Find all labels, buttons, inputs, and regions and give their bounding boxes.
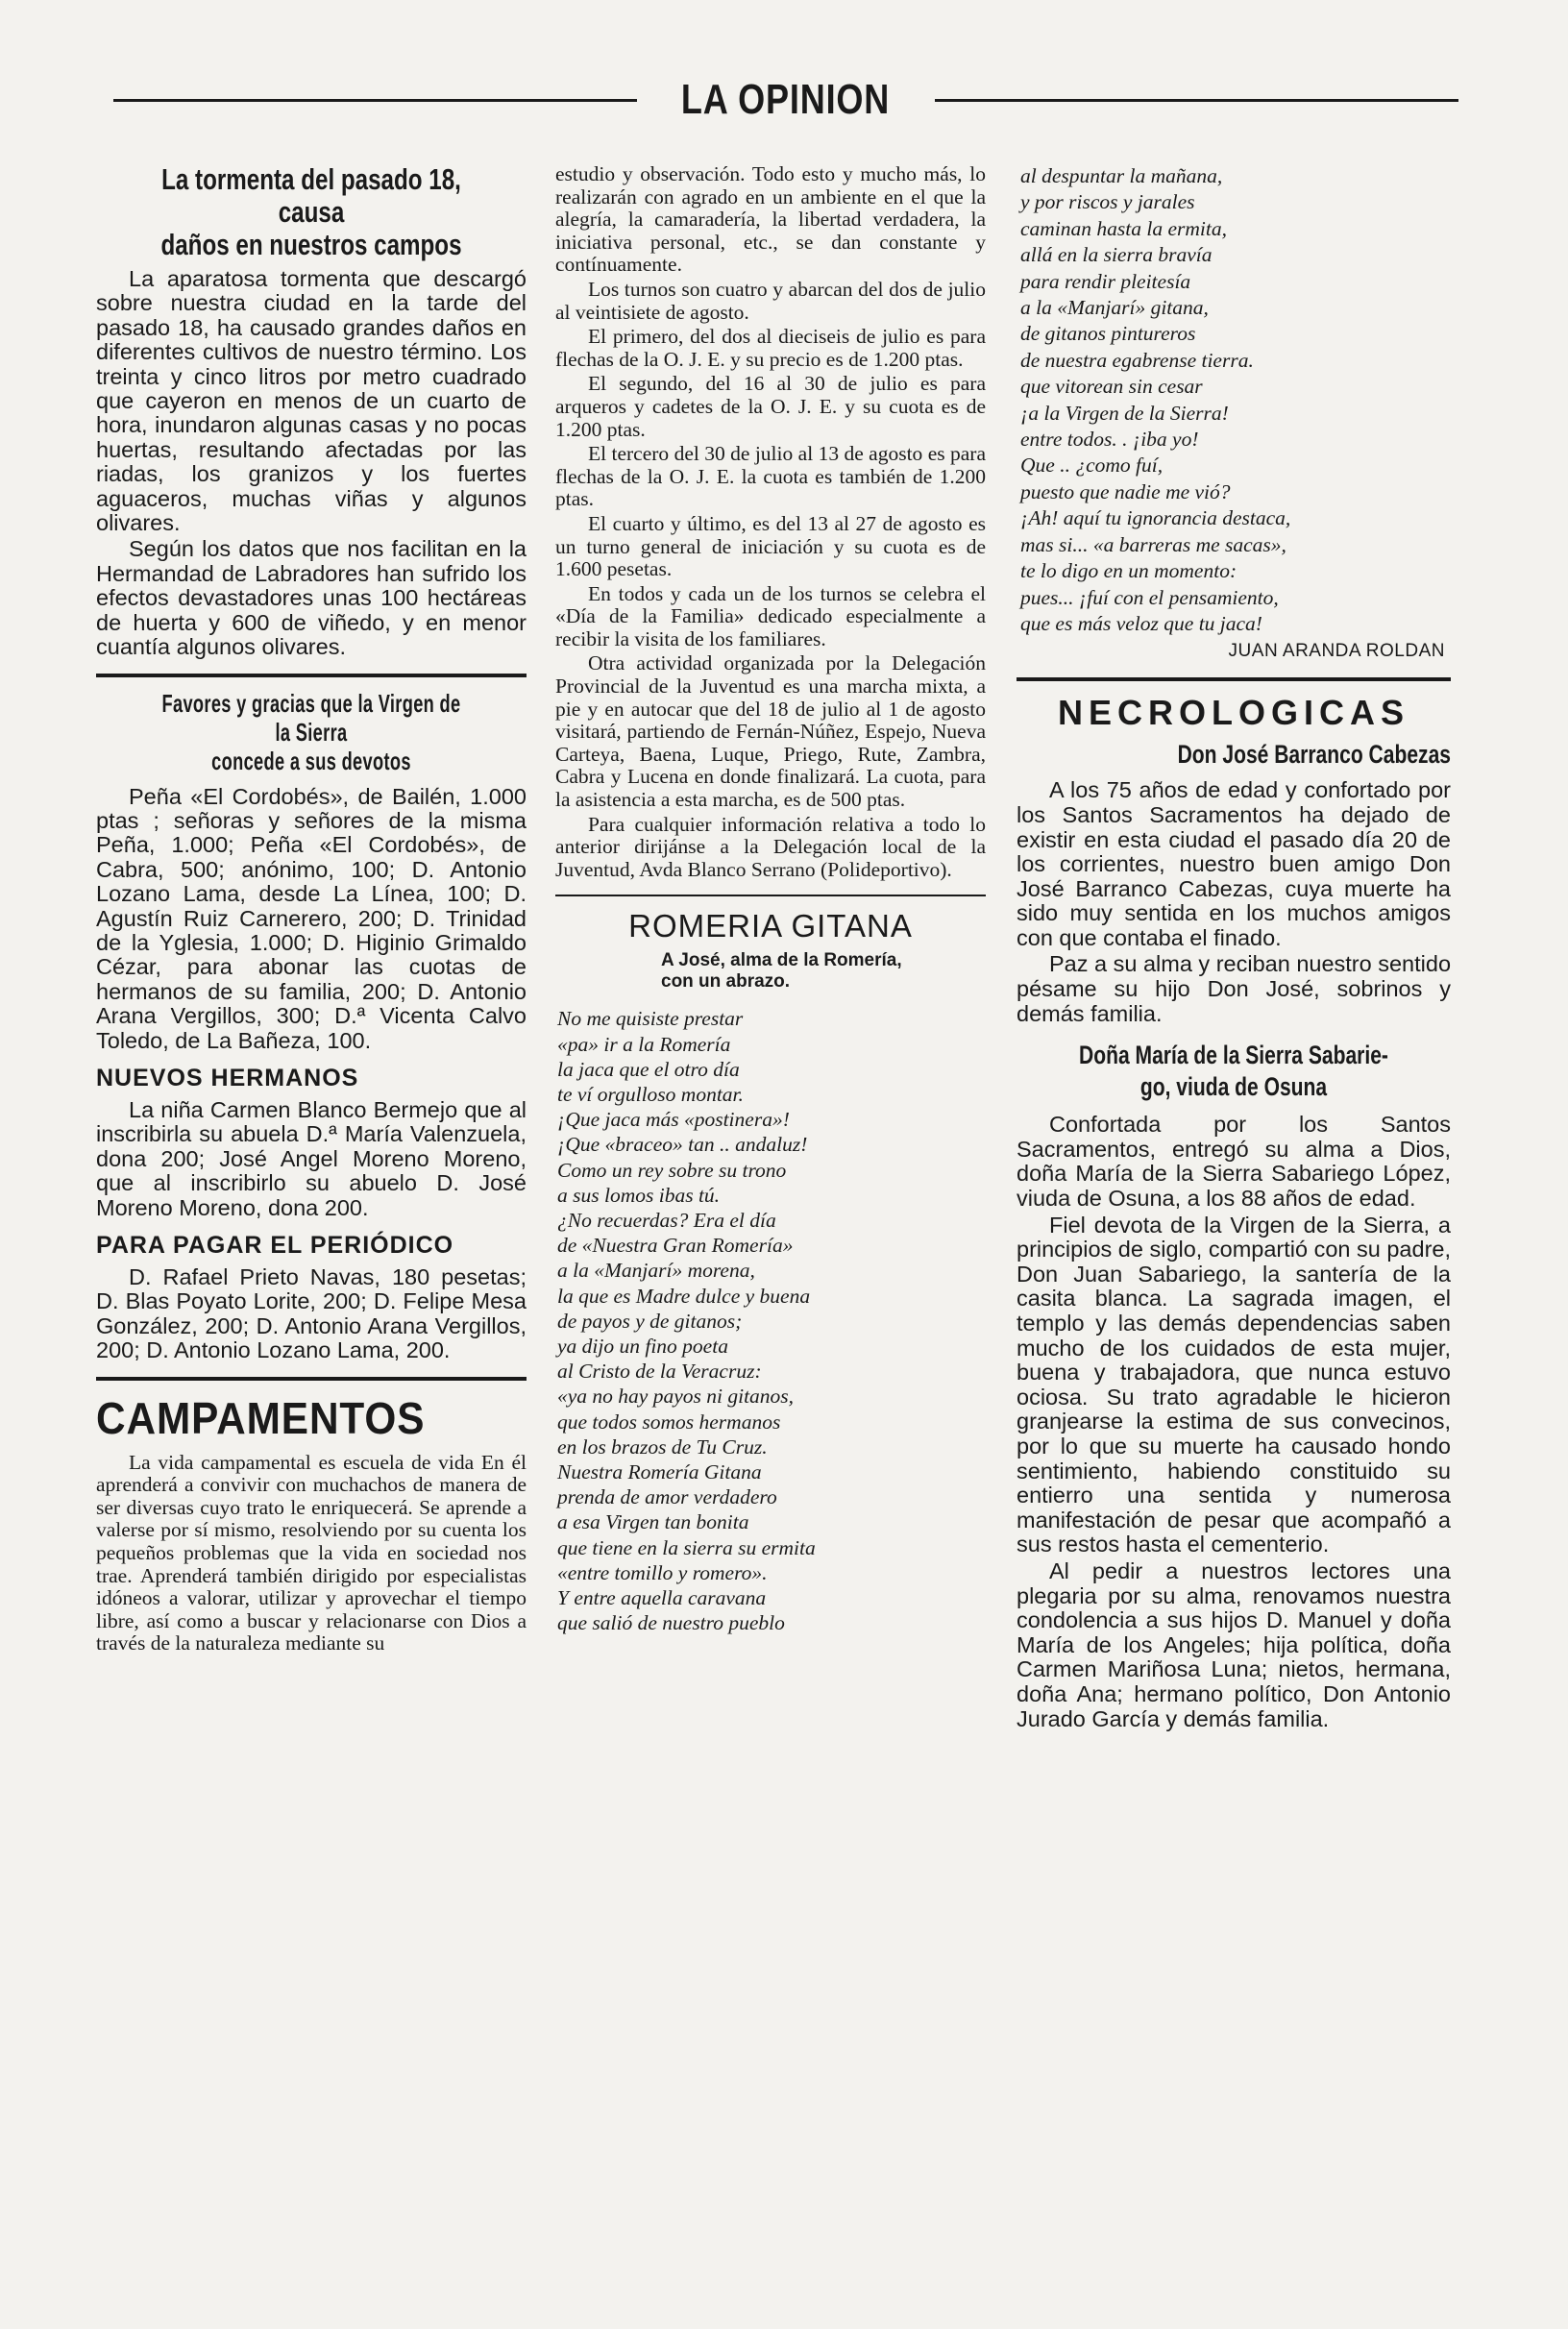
poem-title: ROMERIA GITANA bbox=[628, 908, 913, 944]
favors-paragraph: Peña «El Cordobés», de Bailén, 1.000 ptas ; señoras y señores de la misma Peña, 1.000; Peña «El Cordobés», de Cabra, 500; anónimo, 100; D. Antonio Lozano Lama, desde La Línea, 100; D. Agustín Ruiz Carnerero, 200; D. Trinidad de la Yglesia, 1.000; D. Higinio Grimaldo Cézar, para abonar las cuotas de hermanos de su familia, 200; D. Antonio Arana Vergillos, 300; D.ª Vicenta Calvo Toledo, de La Bañeza, 100. bbox=[96, 783, 527, 1053]
poem-line: la que es Madre dulce y buena bbox=[557, 1284, 811, 1308]
poem-line: caminan hasta la ermita, bbox=[1020, 216, 1227, 240]
new-brothers-heading: NUEVOS HERMANOS bbox=[96, 1064, 359, 1091]
poem-line: la jaca que el otro día bbox=[557, 1057, 740, 1081]
new-brothers-paragraph: La niña Carmen Blanco Bermejo que al inscribirla su abuela D.ª María Valenzuela, dona 200; José Angel Moreno Moreno, que al inscribirlo su abuelo D. José Moreno Moreno, dona 200. bbox=[96, 1096, 527, 1220]
poem-line: en los brazos de Tu Cruz. bbox=[557, 1434, 768, 1459]
camps-continued-paragraph-7: En todos y cada un de los turnos se celebra el «Día de la Familia» dedicado especialmente a recibir la visita de los familiares. bbox=[555, 581, 986, 650]
divider bbox=[1017, 677, 1451, 681]
storm-heading-line2: daños en nuestros campos bbox=[160, 228, 462, 261]
poem-line: que tiene en la sierra su ermita bbox=[557, 1535, 816, 1559]
obituary-2-paragraph-1: Confortada por los Santos Sacramentos, entregó su alma a Dios, doña María de la Sierra Sabariego López, viuda de Osuna, a los 88 años de edad. bbox=[1017, 1112, 1451, 1212]
poem-line: que todos somos hermanos bbox=[557, 1410, 781, 1434]
column-1 bbox=[96, 163, 527, 1657]
poem-line: Y entre aquella caravana bbox=[557, 1586, 767, 1610]
poem-line: a esa Virgen tan bonita bbox=[557, 1510, 749, 1534]
poem-line: ¡Ah! aquí tu ignorancia destaca, bbox=[1020, 506, 1291, 530]
camps-paragraph: La vida campamental es escuela de vida En él aprenderá a convivir con muchachos de manera de ser diversas cuyo trato le enriquecerá. Se aprende a valerse por sí mismo, resolviendo por su cuenta los pequeños problemas que la vida en sociedad nos trae. Aprenderá también dirigido por especialistas idóneos a valorar, utilizar y aprovechar el tiempo libre, así como a buscar y relacionarse con Dios a través de la naturaleza mediante su bbox=[96, 1450, 527, 1655]
obituary-2-name-line1: Doña María de la Sierra Sabarie- bbox=[1079, 1041, 1388, 1070]
poem-line: de nuestra egabrense tierra. bbox=[1020, 348, 1254, 372]
poem-line: Que .. ¿como fuí, bbox=[1020, 454, 1164, 478]
poem-line: No me quisiste prestar bbox=[557, 1007, 744, 1031]
camps-continued-paragraph-6: El cuarto y último, es del 13 al 27 de agosto es un turno general de iniciación y su cuota es de 1.600 pesetas. bbox=[555, 511, 986, 581]
masthead bbox=[113, 71, 1458, 129]
article-favors bbox=[96, 689, 527, 1053]
poem-line: prenda de amor verdadero bbox=[557, 1485, 777, 1509]
masthead-rule-right bbox=[935, 99, 1458, 102]
poem-line: ya dijo un fino poeta bbox=[557, 1335, 728, 1359]
obituaries bbox=[1017, 693, 1451, 1731]
poem-line: de payos y de gitanos; bbox=[557, 1309, 743, 1333]
camps-heading: CAMPAMENTOS bbox=[96, 1392, 426, 1443]
poem-line: allá en la sierra bravía bbox=[1020, 243, 1213, 267]
camps-continued-paragraph-9: Para cualquier información relativa a todo lo anterior dirijánse a la Delegación local de la Juventud, Avda Blanco Serrano (Polideportivo). bbox=[555, 812, 986, 881]
article-storm bbox=[96, 163, 527, 660]
poem-line: ¡Que «braceo» tan .. andaluz! bbox=[557, 1133, 808, 1157]
obituary-2-paragraph-2: Fiel devota de la Virgen de la Sierra, a principios de siglo, compartió con su padre, Don Juan Sabariego, la santería de la casita blanca. La sagrada imagen, el templo y las demás dependencias saben mucho de los cuidados de esta mujer, buena y trabajadora, que nunca estuvo ociosa. Su trato agradable le hicieron granjearse la estima de sus convecinos, por lo que su muerte ha causado hondo sentimiento, habiendo constituido su entierro una sentida y numerosa manifestación de pesar que acompañó a sus restos hasta el cementerio. bbox=[1017, 1212, 1451, 1557]
poem-line: ¡Que jaca más «postinera»! bbox=[557, 1108, 790, 1132]
poem-line: te ví orgulloso montar. bbox=[557, 1083, 744, 1107]
obituary-1-paragraph-2: Paz a su alma y reciban nuestro sentido pésame su hijo Don José, sobrinos y demás familia. bbox=[1017, 951, 1452, 1026]
poem-line: Nuestra Romería Gitana bbox=[557, 1460, 762, 1484]
poem-line: puesto que nadie me vió? bbox=[1020, 479, 1231, 503]
poem-line: mas si... «a barreras me sacas», bbox=[1020, 532, 1286, 556]
poem-line: «entre tomillo y romero». bbox=[557, 1560, 768, 1584]
pay-newspaper-paragraph: D. Rafael Prieto Navas, 180 pesetas; D. Blas Poyato Lorite, 200; D. Felipe Mesa González, 200; D. Antonio Arana Vergillos, 200; D. Antonio Lozano Lama, 200. bbox=[96, 1264, 527, 1363]
poem-line: pues... ¡fuí con el pensamiento, bbox=[1020, 585, 1279, 609]
poem-line: al Cristo de la Veracruz: bbox=[557, 1360, 762, 1384]
storm-heading-line1: La tormenta del pasado 18, causa bbox=[161, 162, 461, 229]
obituaries-heading: NECROLOGICAS bbox=[1057, 693, 1409, 733]
poem-line: a la «Manjarí» morena, bbox=[557, 1259, 755, 1283]
poem-line: ¡a la Virgen de la Sierra! bbox=[1020, 401, 1229, 425]
camps-continued-paragraph-4: El segundo, del 16 al 30 de julio es para arqueros y cadetes de la O. J. E. y su cuota es de 1.200 ptas. bbox=[555, 372, 986, 441]
poem-verses bbox=[557, 1006, 986, 1635]
poem-signature: JUAN ARANDA ROLDAN bbox=[1228, 641, 1445, 662]
favors-heading-line1: Favores y gracias que la Virgen de la Sierra bbox=[161, 688, 461, 747]
article-camps bbox=[96, 1392, 527, 1655]
camps-continued-paragraph-1: estudio y observación. Todo esto y mucho más, lo realizarán con agrado en un ambiente en el que la alegría, la camaradería, la libertad verdadera, la iniciativa personal, etc., se dan constante y contínuamente. bbox=[555, 162, 986, 277]
obituary-2-name-line2: go, viuda de Osuna bbox=[1139, 1072, 1328, 1102]
poem-line: de gitanos pintureros bbox=[1020, 322, 1196, 346]
obituary-2-paragraph-3: Al pedir a nuestros lectores una plegaria por su alma, renovamos nuestra condolencia a sus hijos D. Manuel y doña María de los Angeles; hija política, doña Carmen Mariñosa Luna; nietos, hermana, doña Ana; hermano político, Don Antonio Jurado García y demás familia. bbox=[1017, 1557, 1451, 1731]
poem-dedication bbox=[661, 950, 986, 993]
favors-heading-line2: concede a sus devotos bbox=[211, 746, 411, 775]
poem-line: de «Nuestra Gran Romería» bbox=[557, 1234, 794, 1258]
storm-paragraph-1: La aparatosa tormenta que descargó sobre nuestra ciudad en la tarde del pasado 18, ha causado grandes daños en diferentes cultivos de nuestro término. Los treinta y cinco litros por metro cuadrado que cayeron en menos de un cuarto de hora, inundaron algunas casas y no pocas huertas, resultando afectadas por las riadas, los granizos y los fuertes aguaceros, muchas viñas y algunos olivares. bbox=[96, 266, 527, 536]
poem-line: que salió de nuestro pueblo bbox=[557, 1611, 785, 1635]
article-pay-newspaper bbox=[96, 1232, 527, 1363]
poem-line: entre todos. . ¡iba yo! bbox=[1020, 428, 1199, 452]
poem-dedication-line: con un abrazo. bbox=[661, 971, 791, 993]
column-2 bbox=[555, 163, 986, 1635]
poem-line: que vitorean sin cesar bbox=[1020, 375, 1203, 399]
camps-continued-paragraph-5: El tercero del 30 de julio al 13 de agosto es para flechas de la O. J. E. la cuota es también de 1.200 ptas. bbox=[555, 442, 986, 511]
camps-continued-paragraph-3: El primero, del dos al dieciseis de julio es para flechas de la O. J. E. y su precio es de 1.200 ptas. bbox=[555, 325, 986, 371]
obituary-1-paragraph-1: A los 75 años de edad y confortado por los Santos Sacramentos ha dejado de existir en esta ciudad el pasado día 20 de los corrientes, nuestro buen amigo Don José Barranco Cabezas, cuya muerte ha sido muy sentida en los muchos amigos con que contaba el finado. bbox=[1017, 777, 1451, 950]
poem-line: te lo digo en un momento: bbox=[1020, 559, 1237, 583]
masthead-rule-left bbox=[113, 99, 637, 102]
poem-line: que es más veloz que tu jaca! bbox=[1020, 611, 1262, 635]
obituary-1-name: Don José Barranco Cabezas bbox=[1177, 740, 1451, 770]
poem-line: «pa» ir a la Romería bbox=[557, 1032, 731, 1056]
poem-romeria-gitana bbox=[555, 908, 986, 1635]
camps-continued-paragraph-2: Los turnos son cuatro y abarcan del dos de julio al veintisiete de agosto. bbox=[555, 277, 986, 324]
poem-line: a sus lomos ibas tú. bbox=[557, 1183, 721, 1207]
poem-line: «ya no hay payos ni gitanos, bbox=[557, 1385, 795, 1409]
divider bbox=[96, 1377, 527, 1381]
poem-line: a la «Manjarí» gitana, bbox=[1020, 296, 1209, 320]
poem-line: ¿No recuerdas? Era el día bbox=[557, 1209, 776, 1233]
newspaper-title: LA OPINION bbox=[681, 76, 891, 123]
article-new-brothers bbox=[96, 1065, 527, 1220]
camps-continued-paragraph-8: Otra actividad organizada por la Delegación Provincial de la Juventud es una marcha mixta, a pie y en autocar que del 18 de julio al 1 de agosto visitará, partiendo de Fernán-Núñez, Espejo, Nueva Carteya, Baena, Luque, Priego, Rute, Zambra, Cabra y Lucena en donde finalizará. La cuota, para la asistencia a esta marcha, es de 500 ptas. bbox=[555, 651, 986, 812]
poem-continued-verses bbox=[1020, 163, 1451, 637]
poem-line: al despuntar la mañana, bbox=[1020, 164, 1223, 187]
poem-line: y por riscos y jarales bbox=[1020, 190, 1195, 214]
poem-dedication-line: A José, alma de la Romería, bbox=[661, 950, 902, 971]
column-3 bbox=[1017, 163, 1451, 1733]
divider bbox=[555, 895, 986, 896]
pay-newspaper-heading: PARA PAGAR EL PERIÓDICO bbox=[96, 1232, 454, 1259]
poem-line: Como un rey sobre su trono bbox=[557, 1158, 787, 1182]
storm-paragraph-2: Según los datos que nos facilitan en la Hermandad de Labradores han sufrido los efectos devastadores unas 100 hectáreas de huerta y 600 de viñedo, y en menor cuantía algunos olivares. bbox=[96, 536, 527, 660]
poem-line: para rendir pleitesía bbox=[1020, 269, 1191, 293]
divider bbox=[96, 674, 527, 677]
